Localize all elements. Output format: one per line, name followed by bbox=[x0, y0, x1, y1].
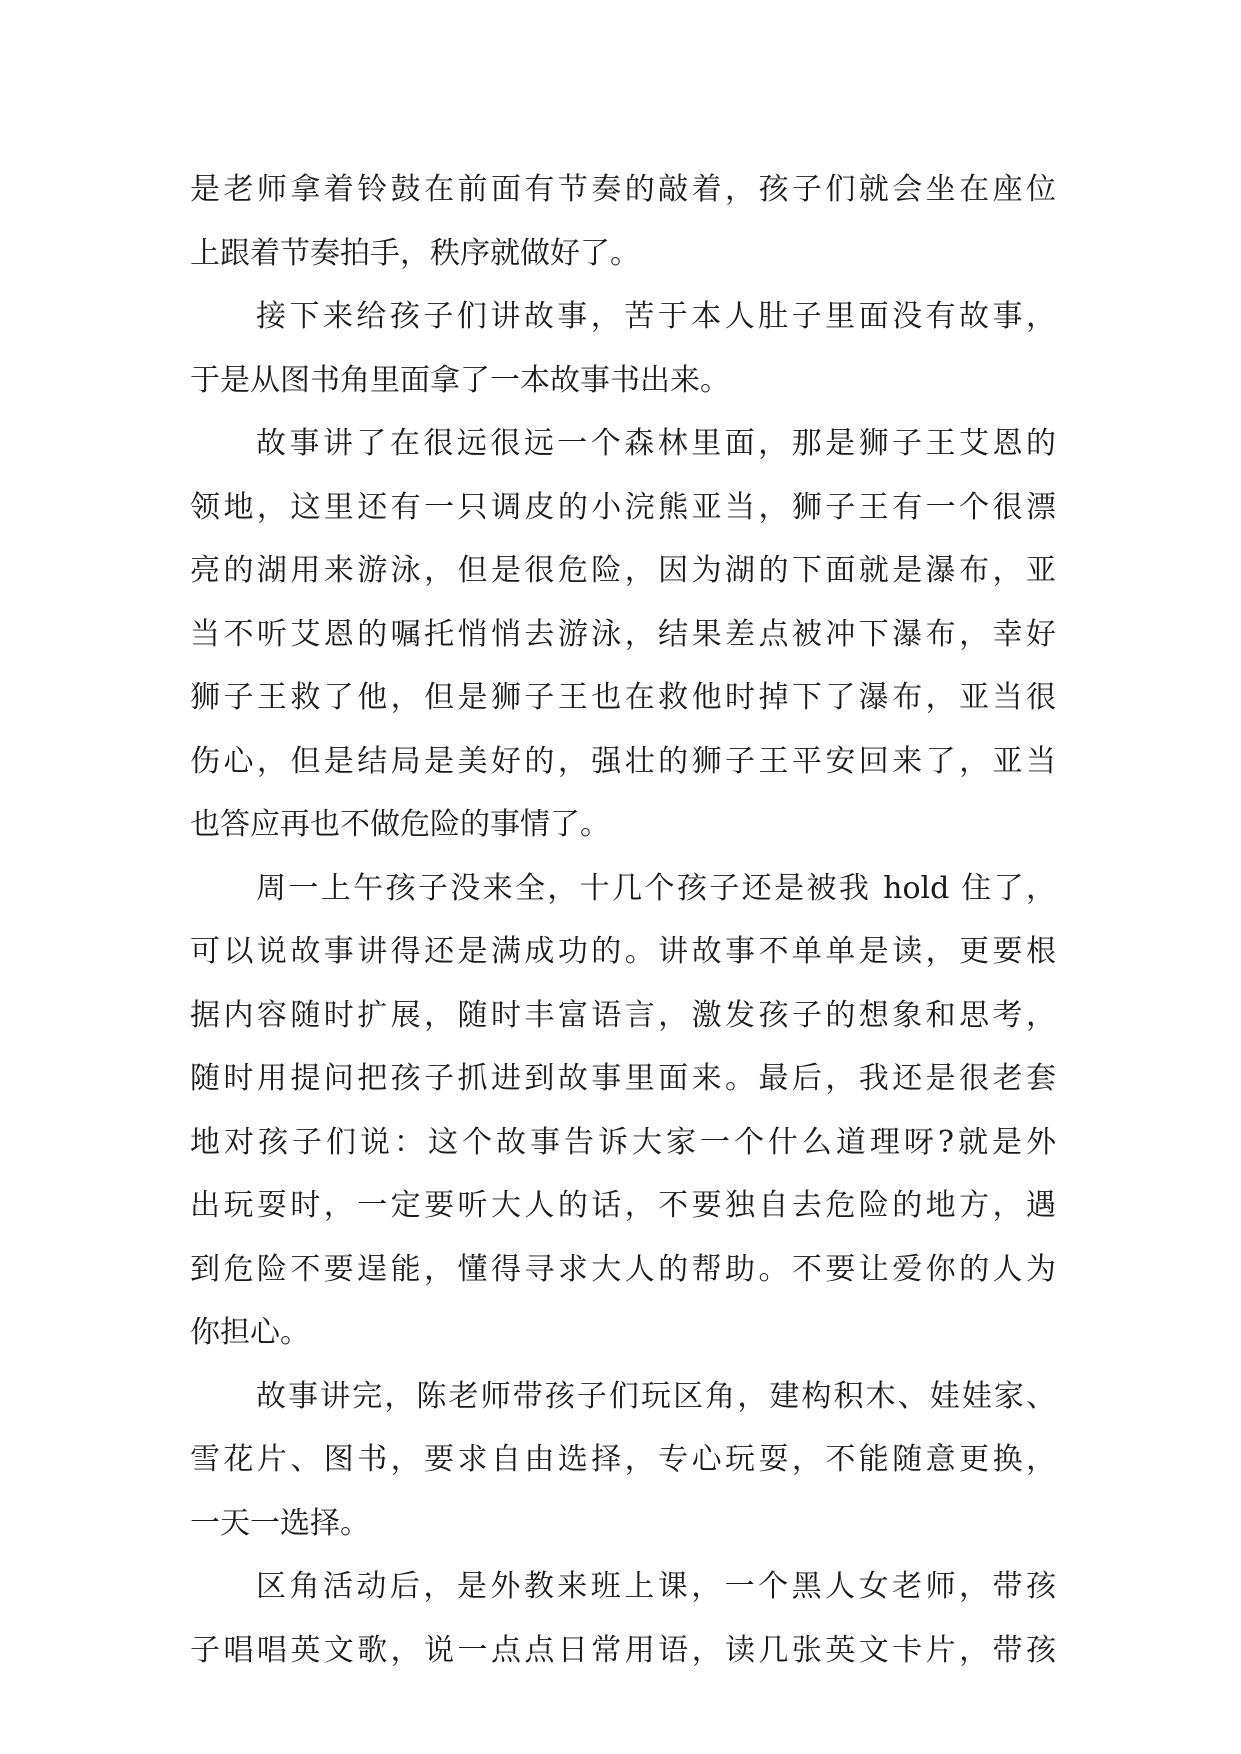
text-line: 出玩耍时，一定要听大人的话，不要独自去危险的地方，遇 bbox=[190, 1188, 1056, 1223]
paragraph bbox=[190, 412, 1056, 857]
text-line: 于是从图书角里面拿了一本故事书出来。 bbox=[190, 362, 730, 398]
paragraph bbox=[190, 158, 1056, 285]
text-line: 周一上午孩子没来全，十几个孩子还是被我 hold 住了， bbox=[256, 870, 1056, 906]
document-body bbox=[190, 158, 1056, 1682]
paragraph bbox=[190, 1555, 1056, 1682]
text-line: 雪花片、图书，要求自由选择，专心玩耍，不能随意更换， bbox=[190, 1442, 1056, 1477]
paragraph bbox=[190, 857, 1056, 1365]
text-line: 据内容随时扩展，随时丰富语言，激发孩子的想象和思考， bbox=[190, 997, 1056, 1033]
text-line: 地对孩子们说：这个故事告诉大家一个什么道理呀?就是外 bbox=[190, 1124, 1056, 1160]
text-line: 故事讲完，陈老师带孩子们玩区角，建构积木、娃娃家、 bbox=[256, 1378, 1056, 1414]
text-line: 随时用提问把孩子抓进到故事里面来。最后，我还是很老套 bbox=[190, 1061, 1056, 1096]
text-line: 到危险不要逞能，懂得寻求大人的帮助。不要让爱你的人为 bbox=[190, 1251, 1056, 1287]
text-line: 狮子王救了他，但是狮子王也在救他时掉下了瀑布，亚当很 bbox=[190, 680, 1056, 715]
text-line: 区角活动后，是外教来班上课，一个黑人女老师，带孩 bbox=[256, 1569, 1056, 1604]
text-line: 也答应再也不做危险的事情了。 bbox=[190, 807, 610, 842]
text-line: 一天一选择。 bbox=[190, 1505, 370, 1541]
text-line: 故事讲了在很远很远一个森林里面，那是狮子王艾恩的 bbox=[256, 426, 1056, 461]
text-line: 可以说故事讲得还是满成功的。讲故事不单单是读，更要根 bbox=[190, 934, 1056, 969]
text-line: 接下来给孩子们讲故事，苦于本人肚子里面没有故事， bbox=[256, 299, 1056, 334]
paragraph bbox=[190, 285, 1056, 412]
paragraph bbox=[190, 1365, 1056, 1556]
text-line: 当不听艾恩的嘱托悄悄去游泳，结果差点被冲下瀑布，幸好 bbox=[190, 616, 1056, 652]
text-line: 上跟着节奏拍手，秩序就做好了。 bbox=[190, 235, 640, 271]
text-line: 是老师拿着铃鼓在前面有节奏的敲着，孩子们就会坐在座位 bbox=[190, 172, 1056, 207]
text-line: 亮的湖用来游泳，但是很危险，因为湖的下面就是瀑布，亚 bbox=[190, 553, 1056, 588]
text-line: 伤心，但是结局是美好的，强壮的狮子王平安回来了，亚当 bbox=[190, 743, 1056, 779]
text-line: 子唱唱英文歌，说一点点日常用语，读几张英文卡片，带孩 bbox=[190, 1632, 1056, 1668]
text-line: 领地，这里还有一只调皮的小浣熊亚当，狮子王有一个很漂 bbox=[190, 489, 1056, 525]
text-line: 你担心。 bbox=[190, 1315, 310, 1350]
